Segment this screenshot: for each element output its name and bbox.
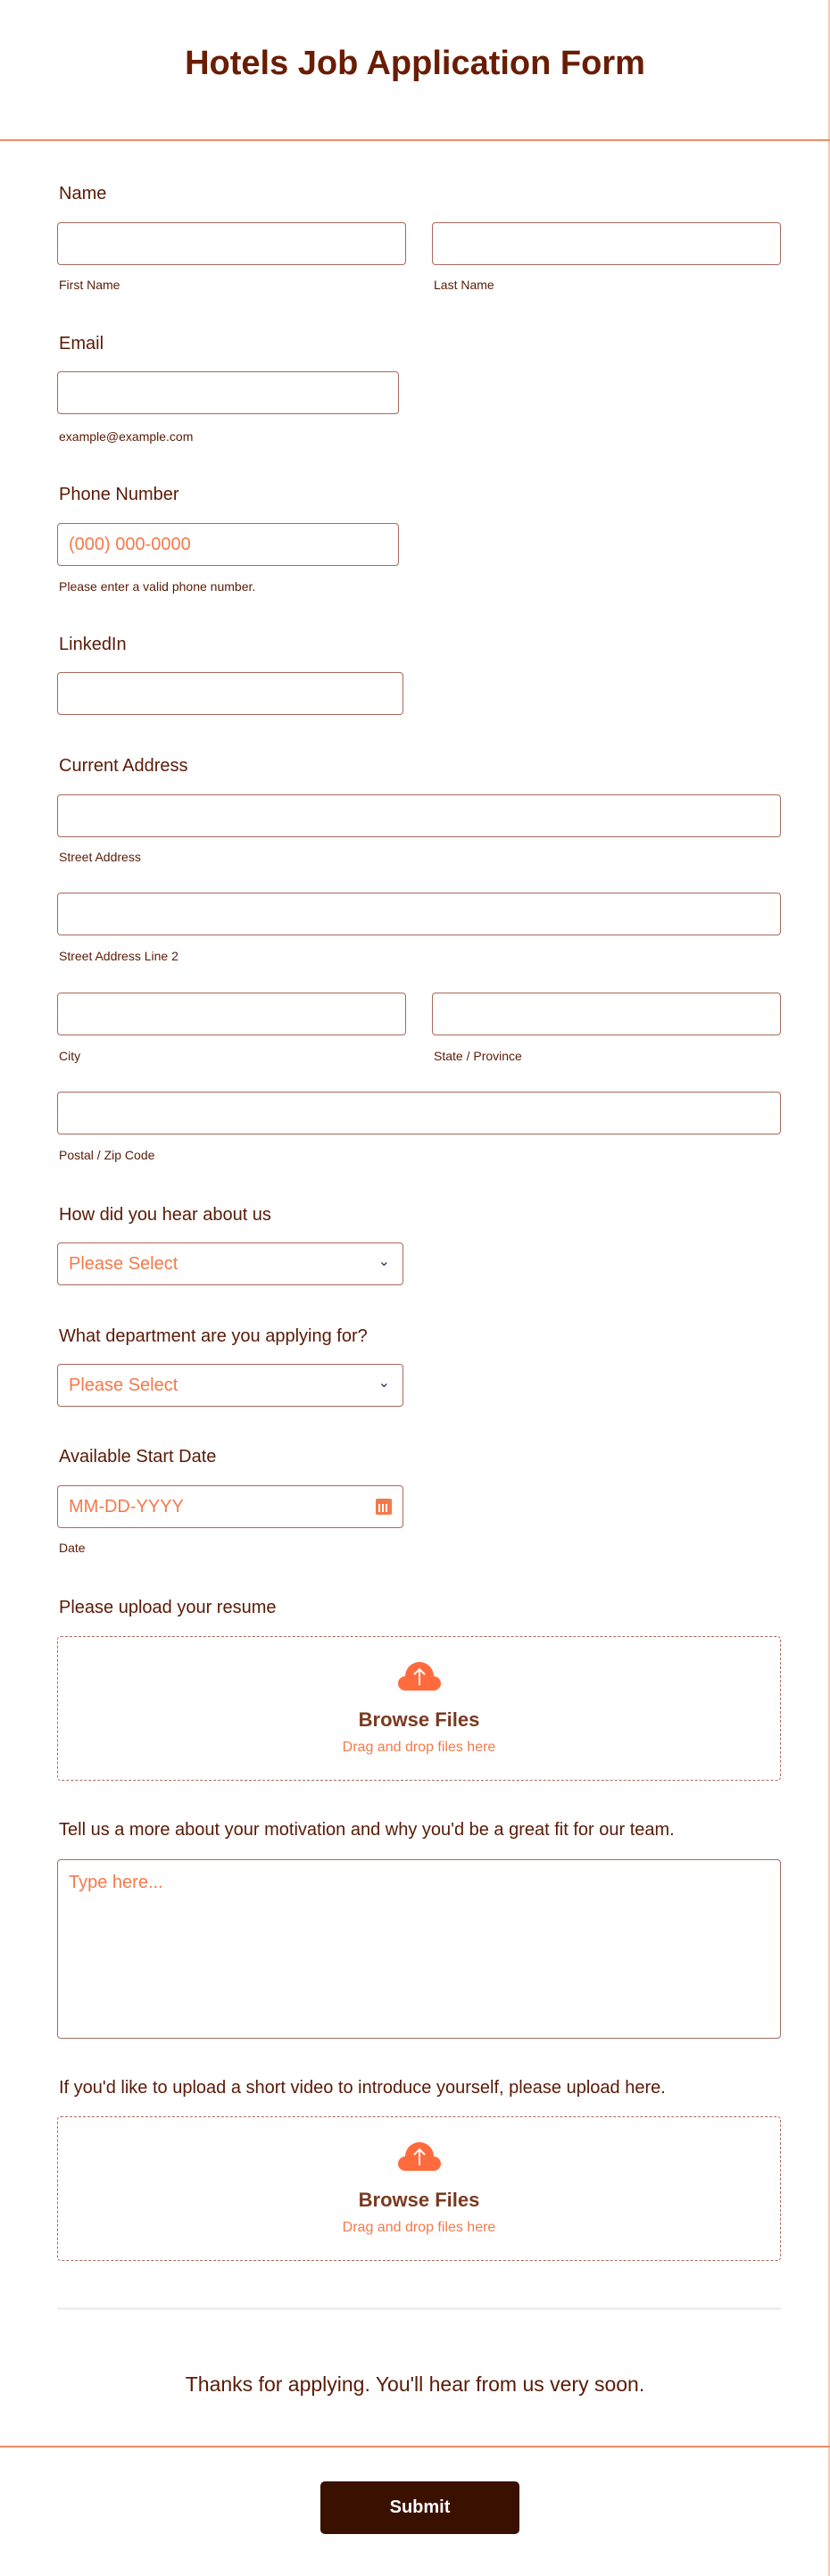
linkedin-label: LinkedIn xyxy=(59,635,127,654)
start-date-placeholder: MM-DD-YYYY xyxy=(69,1497,184,1517)
motivation-label: Tell us a more about your motivation and why you'd be a great fit for our team. xyxy=(59,1820,675,1840)
email-label: Email xyxy=(59,334,104,353)
drag-drop-hint: Drag and drop files here xyxy=(342,1740,496,1755)
thanks-message: Thanks for applying. You'll hear from us very soon. xyxy=(185,2372,645,2396)
cloud-upload-icon xyxy=(398,2140,441,2171)
state-sublabel: State / Province xyxy=(434,1049,522,1063)
browse-files-button[interactable]: Browse Files xyxy=(358,2189,480,2211)
hear-select-value: Please Select xyxy=(69,1254,178,1274)
name-label: Name xyxy=(59,184,107,204)
state-input[interactable] xyxy=(432,993,781,1035)
first-name-input[interactable] xyxy=(57,222,406,265)
drag-drop-hint: Drag and drop files here xyxy=(342,2220,496,2235)
phone-input[interactable]: (000) 000-0000 xyxy=(57,523,399,566)
calendar-icon[interactable] xyxy=(376,1499,392,1515)
start-date-input[interactable] xyxy=(57,1485,403,1528)
street2-input[interactable] xyxy=(57,893,781,935)
submit-button[interactable]: Submit xyxy=(320,2481,519,2534)
email-input[interactable] xyxy=(57,371,399,414)
linkedin-input[interactable] xyxy=(57,672,403,715)
header-divider xyxy=(0,139,830,141)
department-select-value: Please Select xyxy=(69,1375,178,1395)
last-name-input[interactable] xyxy=(432,222,781,265)
department-label: What department are you applying for? xyxy=(59,1326,368,1346)
browse-files-button[interactable]: Browse Files xyxy=(358,1708,480,1731)
email-sublabel: example@example.com xyxy=(59,429,194,444)
start-date-label: Available Start Date xyxy=(59,1447,217,1467)
address-label: Current Address xyxy=(59,756,188,776)
hear-select[interactable] xyxy=(57,1242,403,1285)
city-input[interactable] xyxy=(57,993,406,1035)
video-upload-dropzone[interactable] xyxy=(57,2116,781,2261)
video-label: If you'd like to upload a short video to introduce yourself, please upload here. xyxy=(59,2078,666,2098)
chevron-down-icon: ⌄ xyxy=(378,1254,390,1269)
street-sublabel: Street Address xyxy=(59,850,141,864)
section-divider xyxy=(57,2307,781,2310)
street2-sublabel: Street Address Line 2 xyxy=(59,949,178,963)
phone-label: Phone Number xyxy=(59,485,179,504)
last-name-sublabel: Last Name xyxy=(434,278,494,292)
resume-label: Please upload your resume xyxy=(59,1598,277,1617)
city-sublabel: City xyxy=(59,1049,81,1063)
department-select[interactable] xyxy=(57,1364,403,1407)
zip-input[interactable] xyxy=(57,1092,781,1134)
date-sublabel: Date xyxy=(59,1541,86,1555)
hear-label: How did you hear about us xyxy=(59,1205,271,1225)
street-input[interactable] xyxy=(57,794,781,837)
resume-upload-dropzone[interactable] xyxy=(57,1636,781,1781)
cloud-upload-icon xyxy=(398,1660,441,1691)
zip-sublabel: Postal / Zip Code xyxy=(59,1148,155,1162)
motivation-textarea[interactable]: Type here... xyxy=(57,1859,781,2039)
form-title: Hotels Job Application Form xyxy=(185,45,645,82)
first-name-sublabel: First Name xyxy=(59,278,120,292)
footer-divider xyxy=(0,2446,830,2447)
phone-sublabel: Please enter a valid phone number. xyxy=(59,579,256,594)
chevron-down-icon: ⌄ xyxy=(378,1375,390,1391)
